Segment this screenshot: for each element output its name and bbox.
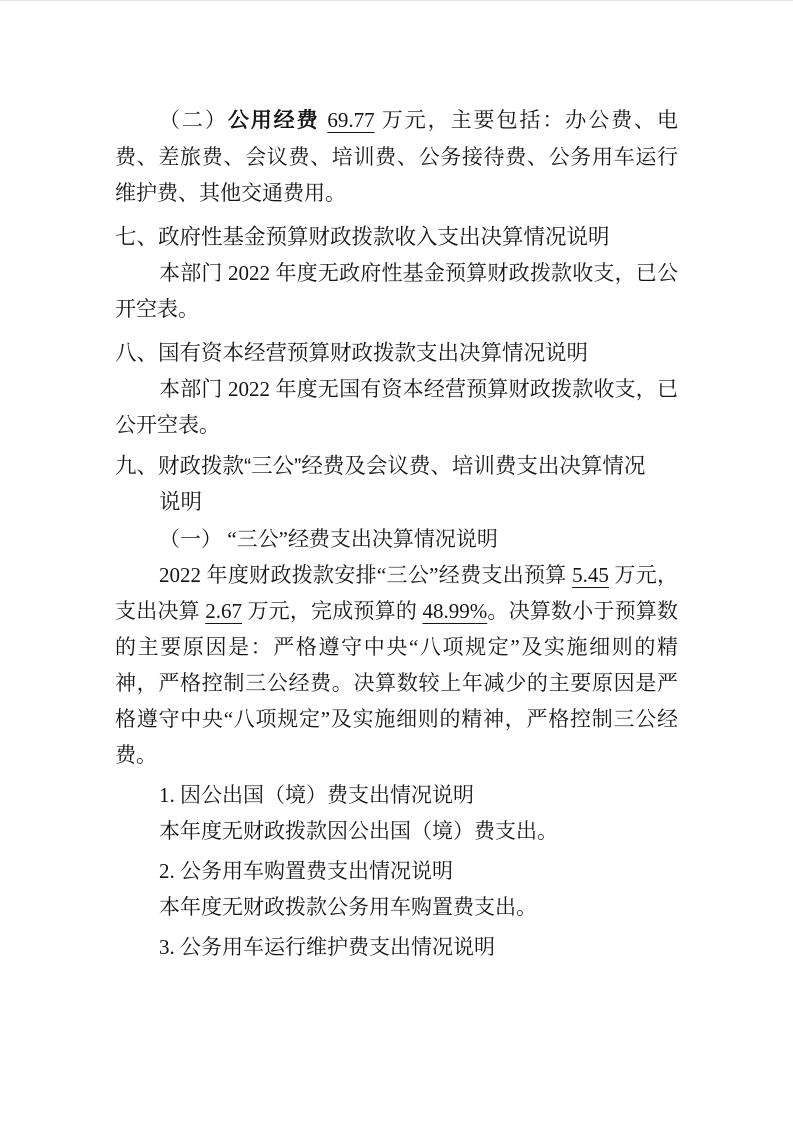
subheading-abroad-expense: 1. 因公出国（境）费支出情况说明	[159, 783, 474, 807]
sangong-percent-value: 48.99%	[422, 599, 488, 623]
heading-section-8: 八、国有资本经营预算财政拨款支出决算情况说明	[115, 341, 589, 365]
public-funds-text: 万元，主要包括：办公费、电费、差旅费、会议费、培训费、公务接待费、公务用车运行维护费、其他交通费用。	[115, 108, 678, 205]
sangong-text-3: 万元，完成预算的	[242, 599, 423, 623]
subheading-sangong-expense: （一） “三公”经费支出决算情况说明	[159, 527, 498, 551]
heading-section-9-line1: 九、财政拨款“三公”经费及会议费、培训费支出决算情况	[115, 454, 646, 478]
document-content	[115, 102, 678, 965]
sangong-final-value: 2.67	[205, 599, 242, 623]
heading-section-9-line2: 说明	[159, 490, 203, 514]
paragraph-vehicle-purchase: 本年度无财政拨款公务用车购置费支出。	[159, 895, 537, 919]
paragraph-section-8: 本部门 2022 年度无国有资本经营预算财政拨款收支，已公开空表。	[115, 377, 678, 437]
sangong-text-1: 2022 年度财政拨款安排“三公”经费支出预算	[159, 563, 573, 587]
paragraph-section-7: 本部门 2022 年度无政府性基金预算财政拨款收支，已公开空表。	[115, 261, 678, 321]
sangong-text-4: 。决算数小于预算数的主要原因是：严格遵守中央“八项规定”及实施细则的精神，严格控制三公经费。决算数较上年减少的主要原因是严格遵守中央“八项规定”及实施细则的精神，严格控制三公经费。	[115, 599, 679, 767]
heading-section-9	[115, 448, 678, 520]
subheading-vehicle-purchase: 2. 公务用车购置费支出情况说明	[159, 859, 453, 883]
sangong-text-2: 万元，支出决算	[115, 563, 679, 623]
paragraph-public-funds	[115, 102, 678, 211]
paragraph-abroad-expense: 本年度无财政拨款因公出国（境）费支出。	[159, 819, 558, 843]
public-funds-prefix: （二）	[159, 108, 228, 132]
public-funds-label: 公用经费	[227, 109, 328, 132]
public-funds-amount: 69.77	[327, 108, 375, 132]
sangong-budget-value: 5.45	[572, 563, 609, 587]
subheading-vehicle-maintain: 3. 公务用车运行维护费支出情况说明	[159, 935, 495, 959]
heading-section-7: 七、政府性基金预算财政拨款收入支出决算情况说明	[115, 225, 610, 249]
paragraph-sangong-expense	[115, 557, 678, 773]
